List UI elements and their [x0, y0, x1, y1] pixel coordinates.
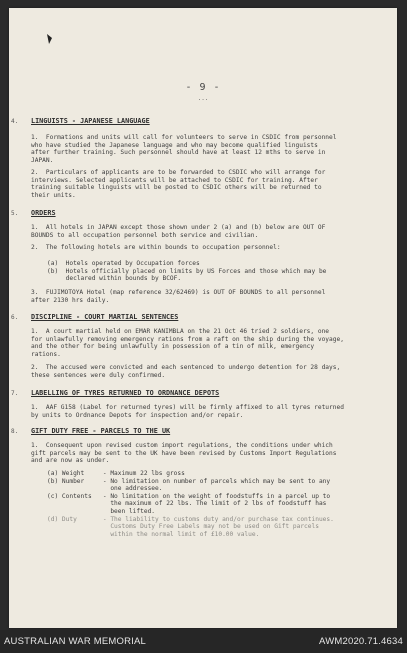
- paragraph: [31, 169, 387, 199]
- list-item: declared within bounds by BCOF.: [47, 275, 182, 283]
- list-item: Customs Duty Free Labels may not be used on Gift parcels: [47, 523, 319, 531]
- list-item: been lifted.: [47, 507, 156, 515]
- text-line: interviews. Selected applicants will be attached to CSDIC for training. After: [31, 176, 318, 184]
- list: [47, 260, 387, 283]
- list-item: (a) Hotels operated by Occupation forces: [47, 260, 200, 267]
- paragraph: [31, 328, 387, 358]
- text-line: 1. Consequent upon revised custom import regulations, the conditions under which: [31, 442, 333, 449]
- text-line: their units.: [31, 191, 76, 199]
- list-item: one addressee.: [47, 485, 163, 493]
- text-line: for unlawfully removing emergency rations from a raft on the ship during the voyage,: [31, 335, 344, 343]
- list-item: (d) Duty - The liability to customs duty and/or purchase tax continues.: [47, 515, 334, 523]
- text-line: rations.: [31, 350, 61, 358]
- footer-bar: [0, 630, 407, 653]
- text-line: 2. Particulars of applicants are to be forwarded to CSDIC who will arrange for: [31, 169, 326, 176]
- section-heading-gift-parcels: GIFT DUTY FREE - PARCELS TO THE UK: [31, 427, 171, 435]
- text-line: after 2130 hrs daily.: [31, 296, 110, 304]
- text-line: by units to Ordnance Depots for inspection and/or repair.: [31, 411, 244, 419]
- paragraph: [31, 289, 387, 304]
- section-number: 6.: [11, 314, 19, 321]
- section-number: 4.: [11, 118, 19, 125]
- text-line: 1. Formations and units will call for volunteers to serve in CSDIC from personnel: [31, 134, 337, 141]
- text-line: BOUNDS to all occupation personnel both service and civilian.: [31, 231, 259, 239]
- text-line: and are now as under.: [31, 457, 110, 465]
- text-line: 3. FUJIMOTOYA Hotel (map reference 32/62469) is OUT OF BOUNDS to all personnel: [31, 289, 326, 296]
- text-line: who have studied the Japanese language and who may become qualified linguists: [31, 141, 318, 149]
- pen-mark-icon: [46, 33, 53, 45]
- text-line: JAPAN.: [31, 156, 54, 164]
- text-line: training suitable linguists will be posted to CSDIC others will be returned to: [31, 184, 322, 192]
- document-page: [9, 8, 397, 628]
- section-number: 8.: [11, 428, 19, 435]
- text-line: 1. All hotels in JAPAN except those shown under 2 (a) and (b) below are OUT OF: [31, 224, 326, 231]
- text-line: 1. A court martial held on EMAR KANIMBLA on the 21 Oct 46 tried 2 soldiers, one: [31, 328, 330, 335]
- text-line: gift parcels may be sent to the UK have been revised by Customs Import Regulations: [31, 449, 337, 457]
- text-line: 2. The following hotels are within bounds to occupation personnel:: [31, 244, 281, 251]
- list: [47, 470, 387, 538]
- paragraph: [31, 404, 387, 419]
- paragraph: [31, 224, 387, 239]
- section-number: 7.: [11, 390, 19, 397]
- section-heading-tyres: LABELLING OF TYRES RETURNED TO ORDNANCE DEPOTS: [31, 389, 220, 397]
- section-heading-orders: ORDERS: [31, 209, 56, 217]
- page-number: - 9 -: [185, 82, 221, 93]
- list-item: (a) Weight - Maximum 22 lbs gross: [47, 470, 185, 477]
- text-line: and the other for being unlawfully in possession of a tin of milk, emergency: [31, 343, 315, 351]
- list-item: (c) Contents - No limitation on the weight of foodstuffs in a parcel up to: [47, 492, 331, 500]
- accession-number: AWM2020.71.4634: [319, 636, 403, 647]
- institution-label: AUSTRALIAN WAR MEMORIAL: [4, 636, 147, 647]
- text-line: 2. The accused were convicted and each sentenced to undergo detention for 28 days,: [31, 364, 341, 371]
- text-line: these sentences were duly confirmed.: [31, 371, 166, 379]
- text-line: after further training. Such personnel should have at least 12 mths to serve in: [31, 149, 326, 157]
- section-number: 5.: [11, 210, 19, 217]
- text-line: 1. AAF G158 (Label for returned tyres) will be firmly affixed to all tyres returned: [31, 404, 344, 411]
- paragraph: [31, 134, 387, 164]
- list-item: (b) Number - No limitation on number of parcels which may be sent to any: [47, 477, 331, 485]
- paragraph: [31, 364, 387, 379]
- list-item: the maximum of 22 lbs. The limit of 2 lbs of foodstuff has: [47, 500, 327, 508]
- list-item: within the normal limit of £10.00 value.: [47, 530, 260, 538]
- section-heading-linguists: LINGUISTS - JAPANESE LANGUAGE: [31, 117, 150, 125]
- page-sub-mark: ...: [197, 95, 209, 102]
- paragraph: [31, 442, 387, 465]
- paragraph: [31, 244, 387, 252]
- section-heading-discipline: DISCIPLINE - COURT MARTIAL SENTENCES: [31, 313, 179, 321]
- list-item: (b) Hotels officially placed on limits by US Forces and those which may be: [47, 267, 327, 275]
